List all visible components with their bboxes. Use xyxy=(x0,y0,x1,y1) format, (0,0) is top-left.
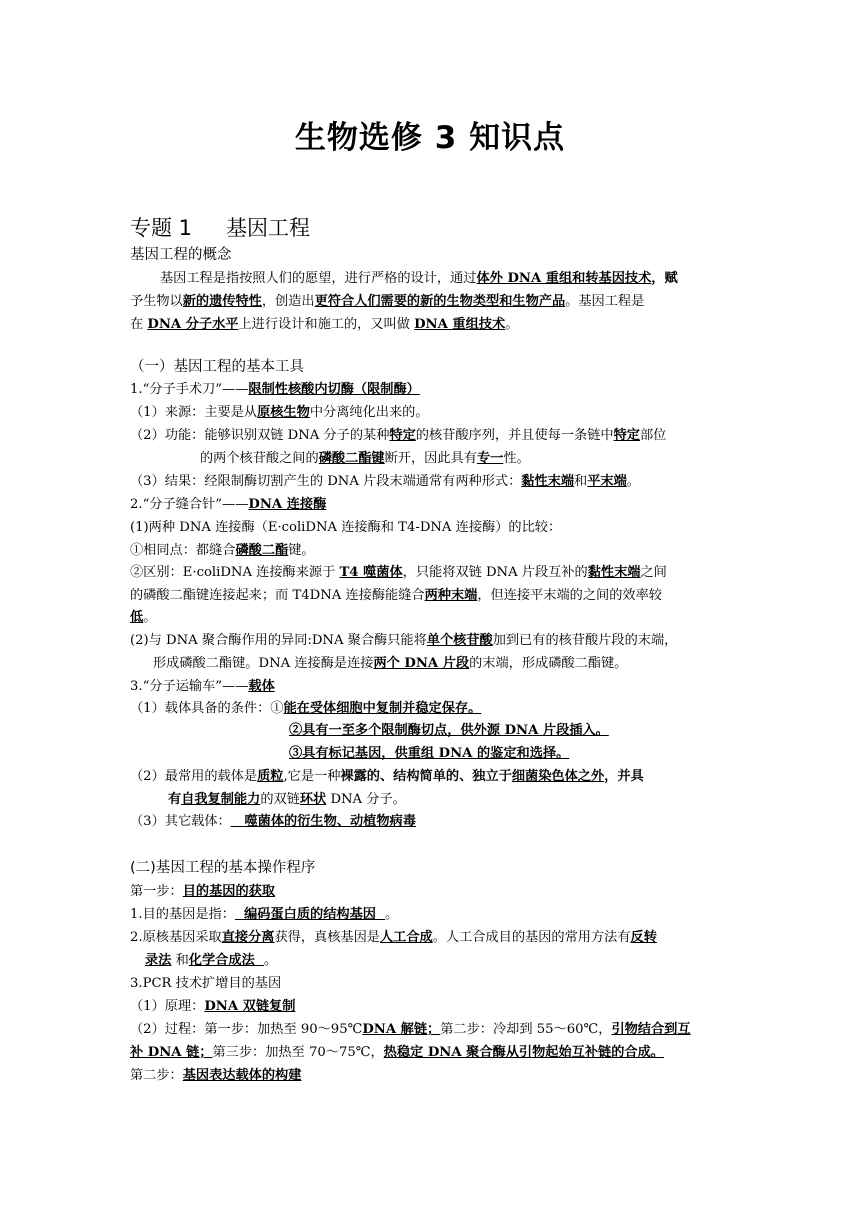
step-1-item-2b: 录法 和化学合成法 。 xyxy=(145,953,278,968)
highlight-term: DNA 重组技术 xyxy=(414,317,506,332)
tool-1-function-a: （2）功能：能够识别双链 DNA 分子的某种特定的核苷酸序列，并且使每一条链中特定部位 xyxy=(130,428,667,443)
tool-3-condition-1: （1）载体具备的条件：①能在受体细胞中复制并稳定保存。 xyxy=(130,701,482,716)
topic-number: 专题 1 xyxy=(130,216,193,240)
tool-3-plasmid-a: （2）最常用的载体是质粒,它是一种裸露的、结构简单的、独立于细菌染色体之外，并具 xyxy=(130,769,644,784)
tool-1-result: （3）结果：经限制酶切割产生的 DNA 片段末端通常有两种形式：黏性末端和平末端。 xyxy=(130,474,640,489)
concept-heading: 基因工程的概念 xyxy=(130,247,232,263)
tool-3-plasmid-b: 有自我复制能力的双链环状 DNA 分子。 xyxy=(168,792,406,807)
tool-2-diff-b: 的磷酸二酯键连接起来；而 T4DNA 连接酶能缝合两种末端，但连接平末端的之间的效率较 xyxy=(130,588,662,603)
procedure-heading: (二)基因工程的基本操作程序 xyxy=(130,860,316,876)
step-1-title: 第一步：目的基因的获取 xyxy=(130,884,276,899)
tool-2-same: ①相同点：都缝合磷酸二酯键。 xyxy=(130,543,315,558)
concept-line-1: 基因工程是指按照人们的愿望，进行严格的设计，通过体外 DNA 重组和转基因技术，赋 xyxy=(160,271,678,286)
tool-2-diff-a: ②区别：E·coliDNA 连接酶来源于 T4 噬菌体，只能将双链 DNA 片段互补的黏性末端之间 xyxy=(130,565,667,580)
pcr-process-b: 补 DNA 链；第三步：加热至 70～75℃，热稳定 DNA 聚合酶从引物起始互补链的合成。 xyxy=(130,1045,664,1060)
tool-3-condition-3: ③具有标记基因，供重组 DNA 的鉴定和选择。 xyxy=(289,746,570,761)
tool-3-title: 3.“分子运输车”——载体 xyxy=(130,679,275,694)
highlight-term: 体外 DNA 重组和转基因技术 xyxy=(476,271,652,286)
highlight-term: 更符合人们需要的新的生物类型和生物产品 xyxy=(314,294,566,309)
step-1-item-3: 3.PCR 技术扩增目的基因 xyxy=(130,976,282,991)
concept-line-2: 予生物以新的遗传特性，创造出更符合人们需要的新的生物类型和生物产品。基因工程是 xyxy=(130,294,645,309)
page-title: 生物选修 3 知识点 xyxy=(294,120,566,156)
tool-1-function-b: 的两个核苷酸之间的磷酸二酯键断开，因此具有专一性。 xyxy=(200,451,530,466)
concept-line-3: 在 DNA 分子水平上进行设计和施工的，又叫做 DNA 重组技术。 xyxy=(130,317,519,332)
tool-3-condition-2: ②具有一至多个限制酶切点，供外源 DNA 片段插入。 xyxy=(289,723,609,738)
step-1-item-1: 1.目的基因是指： 编码蛋白质的结构基因 。 xyxy=(130,907,399,922)
topic-name: 基因工程 xyxy=(226,216,311,240)
tool-2-diff-c: 低。 xyxy=(130,610,157,625)
tool-2-polymerase-b: 形成磷酸二酯键。DNA 连接酶是连接两个 DNA 片段的末端，形成磷酸二酯键。 xyxy=(153,656,628,671)
step-1-item-2a: 2.原核基因采取直接分离获得，真核基因是人工合成。人工合成目的基因的常用方法有反转 xyxy=(130,930,657,945)
tool-1-title: 1.“分子手术刀”——限制性核酸内切酶（限制酶） xyxy=(130,382,420,397)
pcr-principle: （1）原理：DNA 双链复制 xyxy=(130,999,296,1014)
tools-heading: （一）基因工程的基本工具 xyxy=(130,359,304,375)
tool-2-polymerase-a: (2)与 DNA 聚合酶作用的异同:DNA 聚合酶只能将单个核苷酸加到已有的核苷酸片段的末端， xyxy=(130,633,678,648)
step-2-title: 第二步：基因表达载体的构建 xyxy=(130,1068,302,1083)
highlight-term: 新的遗传特性 xyxy=(182,294,262,309)
tool-1-source: （1）来源：主要是从原核生物中分离纯化出来的。 xyxy=(130,405,429,420)
tool-2-compare: (1)两种 DNA 连接酶（E·coliDNA 连接酶和 T4-DNA 连接酶）的比较： xyxy=(130,520,562,535)
highlight-term: DNA 分子水平 xyxy=(147,317,239,332)
pcr-process-a: （2）过程：第一步：加热至 90～95℃DNA 解链；第二步：冷却到 55～60℃，引物结合到互 xyxy=(130,1022,691,1037)
tool-3-other: （3）其它载体： 噬菌体的衍生物、动植物病毒 xyxy=(130,814,416,829)
tool-2-title: 2.“分子缝合针”——DNA 连接酶 xyxy=(130,497,327,512)
topic-heading xyxy=(130,212,310,242)
